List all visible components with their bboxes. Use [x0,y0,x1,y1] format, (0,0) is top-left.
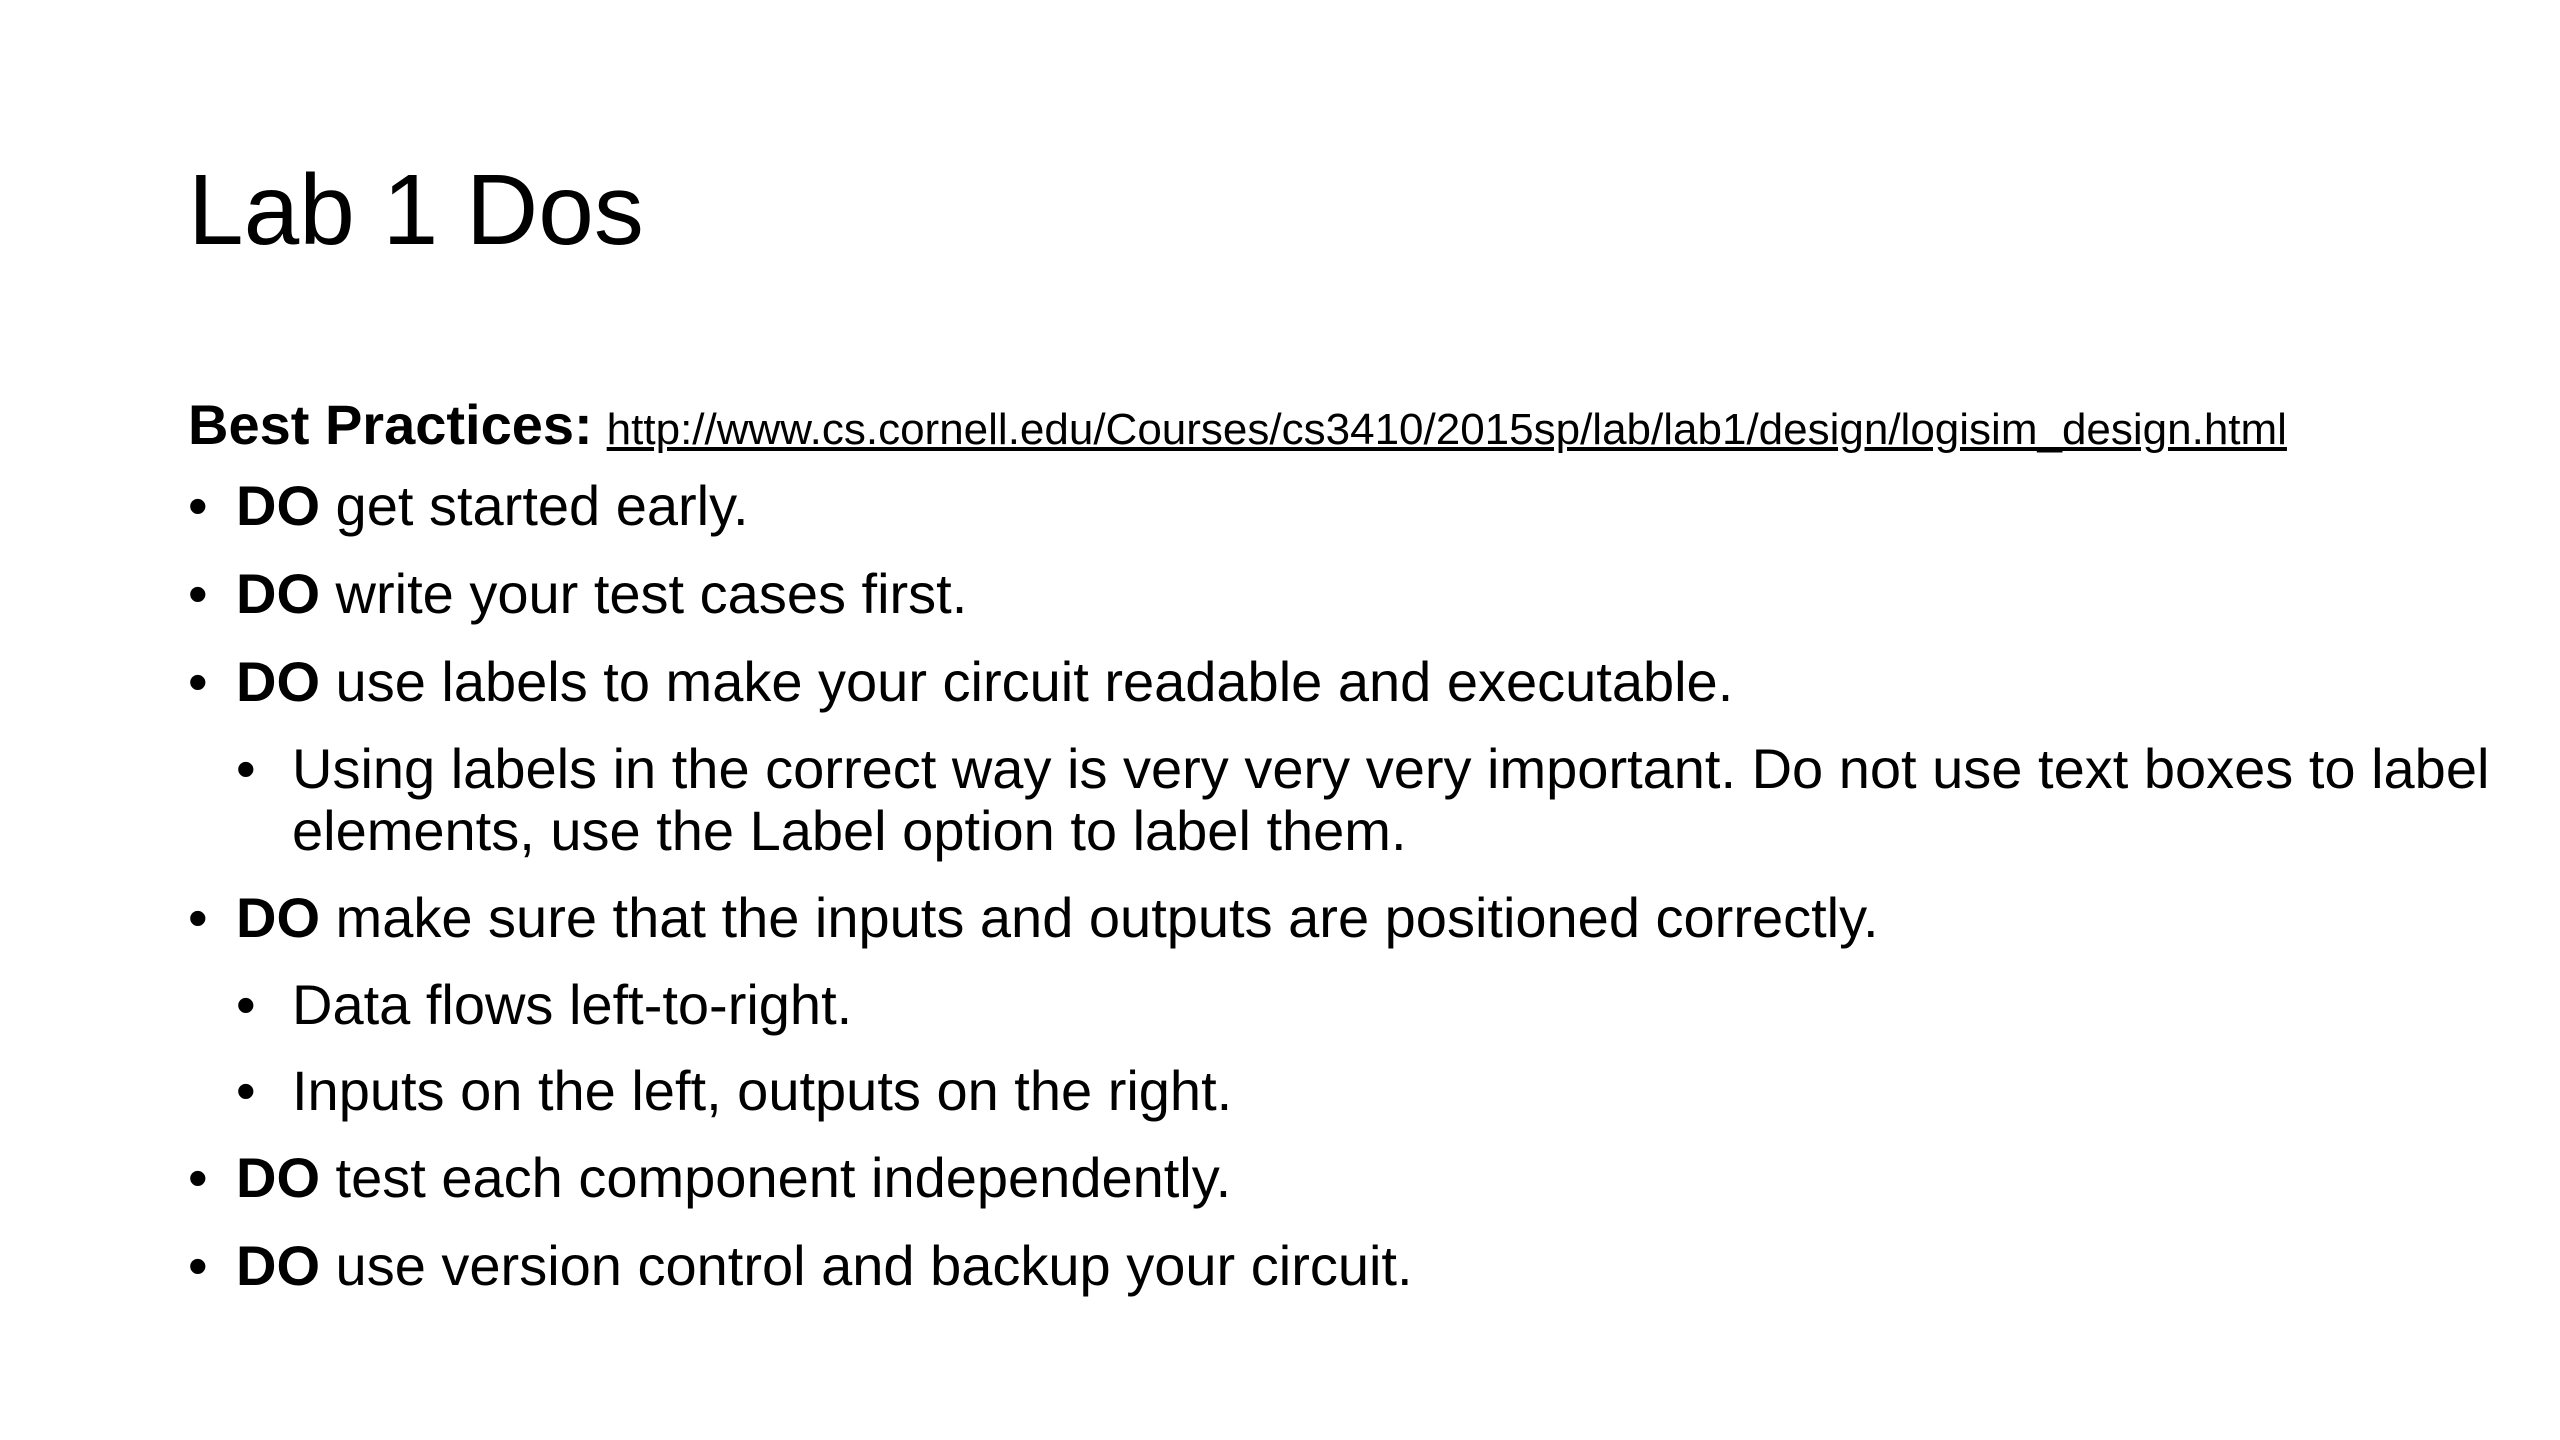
item-text: test each component independently. [320,1146,1232,1209]
do-keyword: DO [236,1146,320,1209]
list-item [188,562,2428,626]
item-text: get started early. [320,474,749,537]
bullet-icon: • [188,886,208,949]
slide-body [188,385,2490,1322]
bullet-icon: • [188,474,208,537]
do-keyword: DO [236,562,320,625]
do-keyword: DO [236,1234,320,1297]
best-practices-label: Best Practices: [188,393,593,456]
list-item [188,1146,2428,1210]
sub-bullet-icon: • [236,973,256,1036]
slide-title: Lab 1 Dos [188,154,644,266]
bullet-icon: • [188,650,208,713]
item-text: use labels to make your circuit readable and executable. [320,650,1734,713]
sub-bullet-icon: • [236,1059,256,1122]
sub-item-text: Using labels in the correct way is very very very important. Do not use text boxes to label elements, use the Label option to label them. [292,737,2490,862]
do-keyword: DO [236,474,320,537]
item-text: make sure that the inputs and outputs are positioned correctly. [320,886,1879,949]
item-text: use version control and backup your circuit. [320,1234,1413,1297]
sub-list-item [188,974,2428,1036]
list-item [188,650,2490,862]
sub-bullet-list [236,737,2490,862]
sub-bullet-icon: • [236,737,256,800]
best-practices-line [188,385,2428,470]
sub-list-item [188,737,2490,862]
bullet-icon: • [188,1146,208,1209]
do-keyword: DO [236,650,320,713]
do-keyword: DO [236,886,320,949]
bullet-icon: • [188,1234,208,1297]
item-text: write your test cases first. [320,562,968,625]
sub-item-text: Data flows left-to-right. [292,973,853,1036]
list-item [188,1234,2428,1298]
sub-item-text: Inputs on the left, outputs on the right. [292,1059,1233,1122]
bullet-icon: • [188,562,208,625]
best-practices-link[interactable]: http://www.cs.cornell.edu/Courses/cs3410/2015sp/lab/lab1/design/logisim_design.html [606,405,2287,454]
sub-list-item [188,1060,2428,1122]
bullet-list [188,474,2490,1298]
list-item [188,474,2428,538]
list-item [188,886,2428,1122]
sub-bullet-list [236,974,2428,1122]
